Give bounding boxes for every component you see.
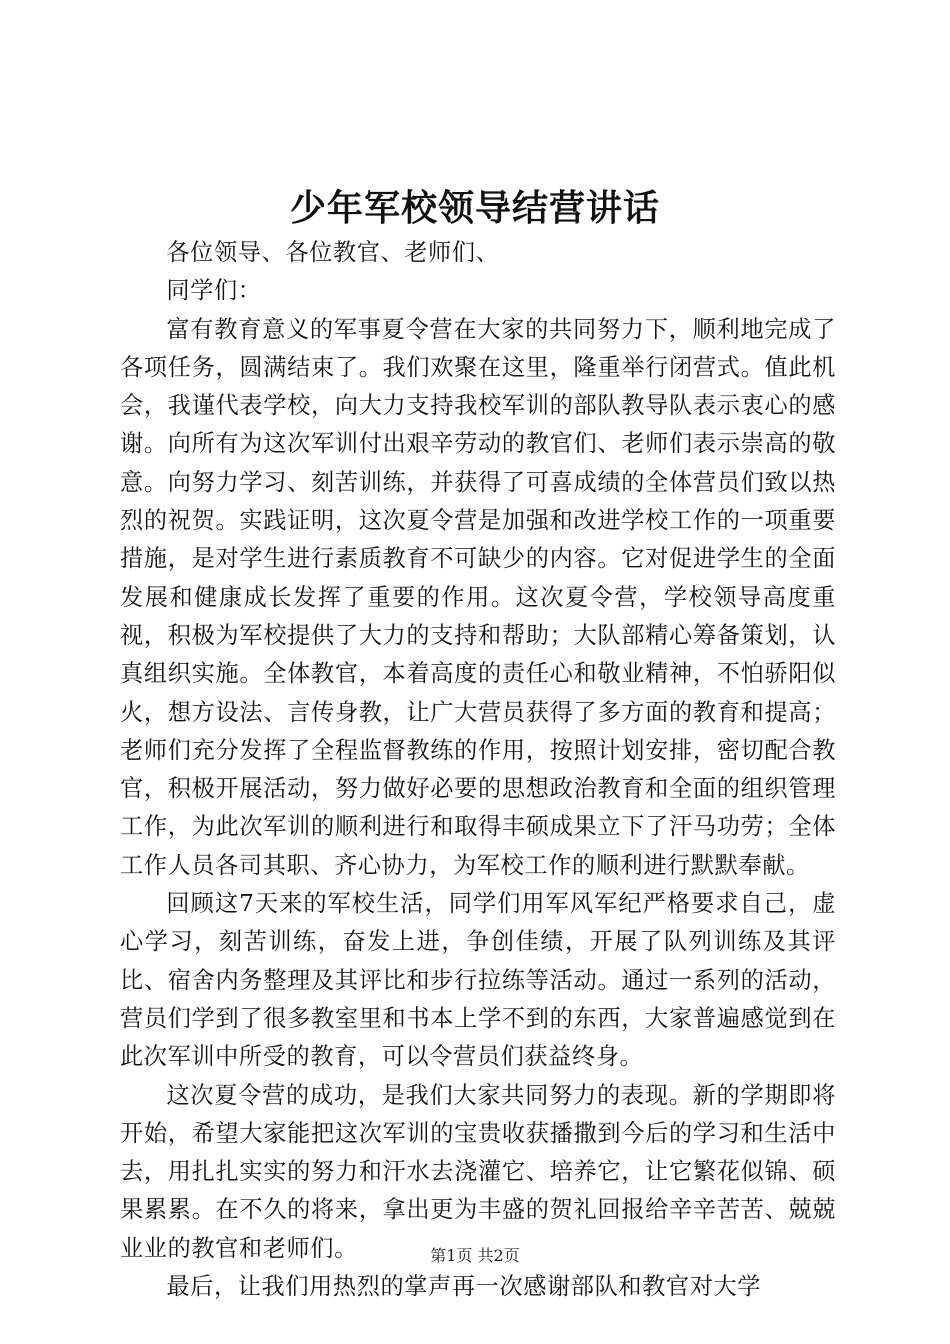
paragraph-2: 回顾这7天来的军校生活，同学们用军风军纪严格要求自己，虚心学习，刻苦训练，奋发上进，争创佳绩，开展了队列训练及其评比、宿舍内务整理及其评比和步行拉练等活动。通过一系列的活动，营员们学到了很多教室里和书本上学不到的东西，大家普遍感觉到在此次军训中所受的教育，可以令营员们获益终身。 bbox=[120, 890, 836, 1071]
paragraph-4: 最后，让我们用热烈的掌声再一次感谢部队和教官对大学 bbox=[166, 1273, 762, 1301]
paragraph-1: 富有教育意义的军事夏令营在大家的共同努力下，顺利地完成了各项任务，圆满结束了。我们欢聚在这里，隆重举行闭营式。值此机会，我谨代表学校，向大力支持我校军训的部队教导队表示衷心的感谢。向所有为这次军训付出艰辛劳动的教官们、老师们表示崇高的敬意。向努力学习、刻苦训练，并获得了可喜成绩的全体营员们致以热烈的祝贺。实践证明，这次夏令营是加强和改进学校工作的一项重要措施，是对学生进行素质教育不可缺少的内容。它对促进学生的全面发展和健康成长发挥了重要的作用。这次夏令营，学校领导高度重视，积极为军校提供了大力的支持和帮助；大队部精心筹备策划，认真组织实施。全体教官，本着高度的责任心和敬业精神，不怕骄阳似火，想方设法、言传身教，让广大营员获得了多方面的教育和提高；老师们充分发挥了全程监督教练的作用，按照计划安排，密切配合教官，积极开展活动，努力做好必要的思想政治教育和全面的组织管理工作，为此次军训的顺利进行和取得丰硕成果立下了汗马功劳；全体工作人员各司其职、齐心协力，为军校工作的顺利进行默默奉献。 bbox=[120, 315, 836, 879]
paragraph-3: 这次夏令营的成功，是我们大家共同努力的表现。新的学期即将开始，希望大家能把这次军训的宝贵收获播撒到今后的学习和生活中去，用扎扎实实的努力和汗水去浇灌它、培养它，让它繁花似锦、硕果累累。在不久的将来，拿出更为丰盛的贺礼回报给辛辛苦苦、兢兢业业的教官和老师们。 bbox=[120, 1081, 836, 1262]
document-body bbox=[120, 234, 836, 1306]
page-footer: 第1页 共2页 bbox=[430, 1246, 520, 1265]
document-title: 少年军校领导结营讲话 bbox=[289, 187, 660, 229]
salutation-line-1: 各位领导、各位教官、老师们、 bbox=[166, 239, 500, 266]
salutation-line-2: 同学们： bbox=[166, 277, 262, 305]
